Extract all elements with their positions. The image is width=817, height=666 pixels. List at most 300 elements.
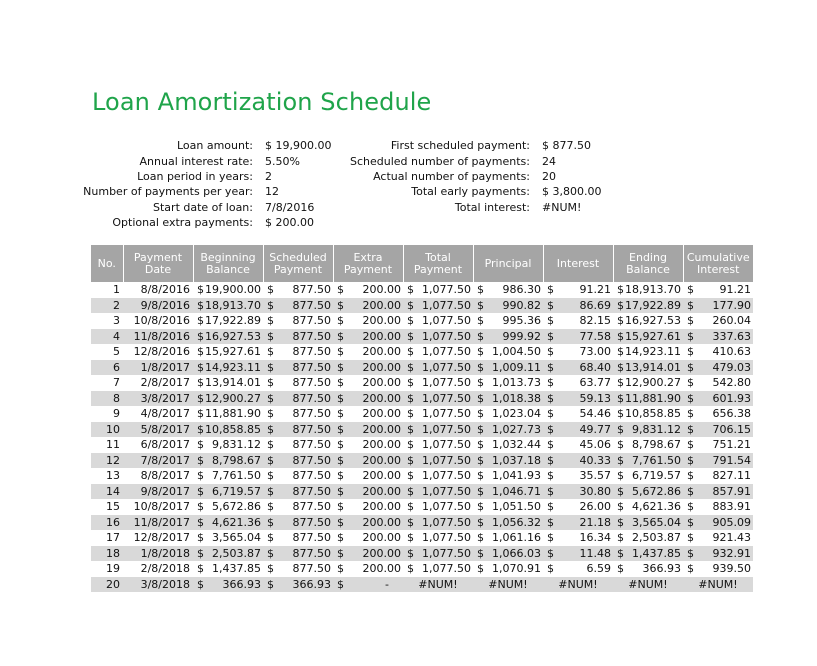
amount-value: 877.50 <box>292 345 331 359</box>
amount-wrap <box>197 485 261 498</box>
amount-wrap <box>407 392 471 405</box>
amount-wrap <box>337 407 401 420</box>
currency-symbol: $ <box>337 438 344 452</box>
amount-value: 200.00 <box>362 562 401 576</box>
amount-cell <box>473 422 543 438</box>
table-header-row <box>91 245 753 282</box>
amount-wrap <box>687 407 751 420</box>
amount-cell <box>403 375 473 391</box>
column-header <box>91 245 123 282</box>
amount-wrap <box>477 345 541 358</box>
amount-cell <box>543 499 613 515</box>
amount-value: 10,858.85 <box>625 407 681 421</box>
currency-symbol: $ <box>197 453 204 467</box>
currency-symbol: $ <box>337 422 344 436</box>
amount-cell <box>613 344 683 360</box>
currency-symbol: $ <box>197 531 204 545</box>
amount-wrap <box>267 485 331 498</box>
amount-cell <box>543 453 613 469</box>
amount-wrap <box>267 531 331 544</box>
amount-value: 177.90 <box>712 298 751 312</box>
amount-value: 877.50 <box>292 500 331 514</box>
amount-cell <box>403 530 473 546</box>
currency-symbol: $ <box>267 531 274 545</box>
amount-value: 16.34 <box>579 531 611 545</box>
amount-wrap <box>477 438 541 451</box>
currency-symbol: $ <box>477 484 484 498</box>
amount-wrap <box>337 438 401 451</box>
amount-wrap <box>617 438 681 451</box>
amount-value: 4,621.36 <box>212 515 261 529</box>
loan-input-value: 7/8/2016 <box>265 200 315 214</box>
amount-wrap <box>267 407 331 420</box>
amount-wrap <box>687 376 751 389</box>
amount-cell <box>473 437 543 453</box>
amount-wrap <box>687 283 751 296</box>
amount-cell <box>403 499 473 515</box>
amount-cell <box>333 577 403 593</box>
amount-value: 877.50 <box>292 407 331 421</box>
currency-symbol: $ <box>687 376 694 390</box>
amount-wrap <box>687 392 751 405</box>
amount-cell <box>263 329 333 345</box>
column-header-text: Interest <box>556 256 600 270</box>
currency-symbol: $ <box>617 469 624 483</box>
currency-symbol: $ <box>267 376 274 390</box>
amount-value: 8,798.67 <box>632 438 681 452</box>
amount-wrap <box>687 562 751 575</box>
currency-symbol: $ <box>267 546 274 560</box>
currency-symbol: $ <box>617 298 624 312</box>
amount-cell <box>683 546 753 562</box>
amount-cell <box>193 530 263 546</box>
amount-value: 40.33 <box>579 453 611 467</box>
amount-value: 91.21 <box>579 283 611 297</box>
amount-value: 9,831.12 <box>212 438 261 452</box>
amount-value: 939.50 <box>712 562 751 576</box>
column-header-text: Interest <box>697 262 740 276</box>
currency-symbol: $ <box>197 298 204 312</box>
amount-cell <box>403 437 473 453</box>
amount-wrap <box>547 516 611 529</box>
amount-cell <box>263 422 333 438</box>
amount-value: 30.80 <box>579 484 611 498</box>
payment-number-cell: 5 <box>113 345 120 359</box>
currency-symbol: $ <box>477 360 484 374</box>
amount-cell <box>333 344 403 360</box>
payment-number-cell: 18 <box>91 546 123 562</box>
payment-number-cell: 17 <box>106 531 120 545</box>
amount-cell <box>193 375 263 391</box>
loan-summary-label: Actual number of payments: <box>373 169 530 183</box>
amount-value: 200.00 <box>362 500 401 514</box>
amount-cell <box>543 344 613 360</box>
amount-wrap <box>407 376 471 389</box>
currency-symbol: $ <box>197 376 204 390</box>
table-row <box>91 406 753 422</box>
currency-symbol: $ <box>687 531 694 545</box>
amount-wrap <box>477 531 541 544</box>
amount-value: 1,037.18 <box>492 453 541 467</box>
amount-value: 18,913.70 <box>205 298 261 312</box>
amount-wrap <box>407 500 471 513</box>
amount-value: - <box>385 577 389 591</box>
currency-symbol: $ <box>267 562 274 576</box>
amount-cell <box>333 329 403 345</box>
currency-symbol: $ <box>547 407 554 421</box>
amount-value: 1,077.50 <box>422 329 471 343</box>
currency-symbol: $ <box>337 391 344 405</box>
amount-cell <box>473 375 543 391</box>
amount-wrap <box>547 547 611 560</box>
currency-symbol: $ <box>407 407 414 421</box>
amount-cell <box>683 468 753 484</box>
amount-value: 200.00 <box>362 515 401 529</box>
currency-symbol: $ <box>337 314 344 328</box>
amount-wrap <box>267 392 331 405</box>
amount-cell <box>263 515 333 531</box>
amount-value: 6.59 <box>586 562 611 576</box>
amount-cell <box>193 329 263 345</box>
loan-summary-row <box>330 153 601 168</box>
amount-cell <box>403 546 473 562</box>
amount-cell <box>613 515 683 531</box>
currency-symbol: $ <box>617 360 624 374</box>
amount-wrap <box>197 531 261 544</box>
loan-summary-value: $ 3,800.00 <box>542 185 602 199</box>
currency-symbol: $ <box>267 484 274 498</box>
payment-number-cell: 14 <box>91 484 123 500</box>
amount-wrap <box>267 469 331 482</box>
amount-value: 877.50 <box>292 360 331 374</box>
currency-symbol: $ <box>477 391 484 405</box>
amount-wrap <box>337 314 401 327</box>
currency-symbol: $ <box>687 453 694 467</box>
amount-wrap <box>407 283 471 296</box>
currency-symbol: $ <box>617 531 624 545</box>
amount-value: 77.58 <box>579 329 611 343</box>
amount-wrap <box>617 547 681 560</box>
amount-wrap <box>547 485 611 498</box>
currency-symbol: $ <box>687 407 694 421</box>
amount-cell <box>613 360 683 376</box>
amount-cell <box>193 344 263 360</box>
amount-cell <box>543 515 613 531</box>
currency-symbol: $ <box>547 546 554 560</box>
amount-value: 883.91 <box>712 500 751 514</box>
amount-value: 751.21 <box>712 438 751 452</box>
currency-symbol: $ <box>477 546 484 560</box>
amount-value: 1,077.50 <box>422 360 471 374</box>
currency-symbol: $ <box>407 562 414 576</box>
loan-summary-label: First scheduled payment: <box>390 139 530 153</box>
amount-value: 10,858.85 <box>205 422 261 436</box>
table-row <box>91 484 753 500</box>
amount-wrap <box>617 516 681 529</box>
currency-symbol: $ <box>407 438 414 452</box>
amount-value: 200.00 <box>362 360 401 374</box>
table-row <box>91 577 753 593</box>
amount-wrap <box>267 330 331 343</box>
payment-number-cell: 3 <box>113 314 120 328</box>
amount-wrap <box>267 283 331 296</box>
loan-input-row <box>0 200 331 215</box>
column-header-text: Payment Date <box>133 250 183 276</box>
amount-cell <box>473 329 543 345</box>
amount-cell <box>613 391 683 407</box>
amount-cell <box>403 484 473 500</box>
column-header <box>403 245 473 282</box>
currency-symbol: $ <box>267 345 274 359</box>
currency-symbol: $ <box>267 577 274 591</box>
amount-cell <box>333 406 403 422</box>
amount-value: 11.48 <box>579 546 611 560</box>
table-row <box>91 422 753 438</box>
amount-wrap <box>547 562 611 575</box>
currency-symbol: $ <box>687 469 694 483</box>
currency-symbol: $ <box>617 515 624 529</box>
amount-cell <box>333 375 403 391</box>
amount-wrap <box>547 361 611 374</box>
amount-value: 200.00 <box>362 283 401 297</box>
table-row <box>91 344 753 360</box>
amount-cell <box>613 282 683 298</box>
currency-symbol: $ <box>477 298 484 312</box>
amount-value: 200.00 <box>362 531 401 545</box>
amount-cell <box>543 530 613 546</box>
amount-cell <box>333 561 403 577</box>
payment-date-cell: 11/8/2017 <box>123 515 193 531</box>
amount-cell <box>403 344 473 360</box>
currency-symbol: $ <box>407 360 414 374</box>
currency-symbol: $ <box>547 314 554 328</box>
currency-symbol: $ <box>267 500 274 514</box>
amount-wrap <box>407 454 471 467</box>
currency-symbol: $ <box>337 376 344 390</box>
loan-summary-row <box>330 169 601 184</box>
amount-cell <box>403 329 473 345</box>
amount-wrap <box>267 299 331 312</box>
amount-wrap <box>407 469 471 482</box>
currency-symbol: $ <box>617 422 624 436</box>
amount-wrap <box>197 314 261 327</box>
amount-wrap <box>687 516 751 529</box>
payment-date-cell: 6/8/2017 <box>140 438 190 452</box>
amount-value: 1,056.32 <box>492 515 541 529</box>
amount-wrap <box>407 314 471 327</box>
amount-value: 921.43 <box>712 531 751 545</box>
amount-cell <box>543 282 613 298</box>
amount-wrap <box>337 330 401 343</box>
currency-symbol: $ <box>197 515 204 529</box>
error-cell: #NUM! <box>613 577 683 593</box>
currency-symbol: $ <box>547 345 554 359</box>
amount-cell <box>543 375 613 391</box>
amount-cell <box>333 499 403 515</box>
table-body <box>91 282 753 592</box>
amount-value: 260.04 <box>712 314 751 328</box>
currency-symbol: $ <box>687 283 694 297</box>
amount-value: 366.93 <box>642 562 681 576</box>
amount-wrap <box>407 299 471 312</box>
amount-value: 12,900.27 <box>205 391 261 405</box>
payment-number-cell: 7 <box>113 376 120 390</box>
currency-symbol: $ <box>547 515 554 529</box>
amount-value: 1,018.38 <box>492 391 541 405</box>
amount-wrap <box>617 485 681 498</box>
amount-value: 410.63 <box>712 345 751 359</box>
currency-symbol: $ <box>477 562 484 576</box>
currency-symbol: $ <box>337 469 344 483</box>
currency-symbol: $ <box>547 376 554 390</box>
amount-value: 200.00 <box>362 469 401 483</box>
amount-value: 877.50 <box>292 422 331 436</box>
amount-value: 63.77 <box>579 376 611 390</box>
amount-wrap <box>477 485 541 498</box>
amount-wrap <box>477 330 541 343</box>
payment-date-cell: 8/8/2016 <box>140 283 190 297</box>
amount-wrap <box>477 469 541 482</box>
currency-symbol: $ <box>477 469 484 483</box>
currency-symbol: $ <box>197 345 204 359</box>
payment-date-cell: 1/8/2017 <box>123 360 193 376</box>
loan-summary-value: #NUM! <box>542 200 582 214</box>
amount-value: 73.00 <box>579 345 611 359</box>
amount-cell <box>193 453 263 469</box>
amount-value: 16,927.53 <box>625 314 681 328</box>
amount-wrap <box>337 485 401 498</box>
amount-cell <box>403 391 473 407</box>
amount-cell <box>473 360 543 376</box>
amount-wrap <box>267 578 331 591</box>
amount-value: 877.50 <box>292 438 331 452</box>
amount-value: 45.06 <box>579 438 611 452</box>
table-row <box>91 530 753 546</box>
currency-symbol: $ <box>407 283 414 297</box>
amount-cell <box>613 546 683 562</box>
column-header-text: Ending <box>629 250 667 264</box>
amount-wrap <box>407 345 471 358</box>
payment-date-cell: 5/8/2017 <box>123 422 193 438</box>
loan-input-value: 2 <box>265 169 272 183</box>
currency-symbol: $ <box>337 345 344 359</box>
loan-summary-row <box>330 184 601 199</box>
amount-value: 26.00 <box>579 500 611 514</box>
amount-cell <box>193 561 263 577</box>
amount-cell <box>263 437 333 453</box>
amount-cell <box>333 360 403 376</box>
loan-summary-panel <box>330 138 601 215</box>
amount-wrap <box>337 392 401 405</box>
error-cell: #NUM! <box>543 577 613 593</box>
currency-symbol: $ <box>547 453 554 467</box>
payment-date-cell: 4/8/2017 <box>140 407 190 421</box>
currency-symbol: $ <box>477 283 484 297</box>
amount-cell <box>613 298 683 314</box>
amount-value: 1,061.16 <box>492 531 541 545</box>
amount-wrap <box>547 376 611 389</box>
payment-number-cell: 20 <box>91 577 123 593</box>
payment-date-cell: 2/8/2017 <box>140 376 190 390</box>
amount-cell <box>613 530 683 546</box>
amount-value: 6,719.57 <box>212 484 261 498</box>
amount-wrap <box>617 531 681 544</box>
amount-wrap <box>267 516 331 529</box>
currency-symbol: $ <box>477 515 484 529</box>
loan-summary-row <box>330 138 601 153</box>
currency-symbol: $ <box>267 283 274 297</box>
currency-symbol: $ <box>197 360 204 374</box>
currency-symbol: $ <box>617 391 624 405</box>
amount-wrap <box>197 516 261 529</box>
amount-cell <box>613 499 683 515</box>
amount-value: 1,023.04 <box>492 407 541 421</box>
amount-wrap <box>687 531 751 544</box>
amount-wrap <box>617 314 681 327</box>
table-row <box>91 282 753 298</box>
amount-value: 1,009.11 <box>492 360 541 374</box>
amount-value: 86.69 <box>579 298 611 312</box>
amount-wrap <box>197 500 261 513</box>
error-cell: #NUM! <box>473 577 543 593</box>
column-header-text: No. <box>97 256 116 270</box>
currency-symbol: $ <box>337 500 344 514</box>
currency-symbol: $ <box>407 298 414 312</box>
amount-wrap <box>267 345 331 358</box>
amount-value: 706.15 <box>712 422 751 436</box>
currency-symbol: $ <box>687 500 694 514</box>
amount-value: 877.50 <box>292 391 331 405</box>
amount-cell <box>403 360 473 376</box>
amount-value: 337.63 <box>712 329 751 343</box>
amount-cell <box>333 437 403 453</box>
column-header <box>543 245 613 282</box>
amount-wrap <box>407 330 471 343</box>
amount-wrap <box>477 423 541 436</box>
amount-cell <box>683 515 753 531</box>
error-cell: #NUM! <box>403 577 473 593</box>
amount-cell <box>683 282 753 298</box>
amount-wrap <box>477 283 541 296</box>
currency-symbol: $ <box>687 422 694 436</box>
amount-value: 1,066.03 <box>492 546 541 560</box>
amount-value: 200.00 <box>362 329 401 343</box>
currency-symbol: $ <box>477 531 484 545</box>
currency-symbol: $ <box>197 546 204 560</box>
amount-wrap <box>267 547 331 560</box>
amount-wrap <box>547 438 611 451</box>
loan-input-value: $ 200.00 <box>265 216 314 230</box>
amount-cell <box>403 422 473 438</box>
amount-cell <box>683 375 753 391</box>
loan-summary-label: Scheduled number of payments: <box>350 154 530 168</box>
amount-wrap <box>337 299 401 312</box>
amount-cell <box>333 298 403 314</box>
currency-symbol: $ <box>407 391 414 405</box>
loan-summary-value: 20 <box>542 169 556 183</box>
currency-symbol: $ <box>617 329 624 343</box>
amount-value: 1,077.50 <box>422 407 471 421</box>
payment-date-cell: 11/8/2016 <box>123 329 193 345</box>
currency-symbol: $ <box>617 546 624 560</box>
currency-symbol: $ <box>267 407 274 421</box>
amount-wrap <box>547 531 611 544</box>
amount-cell <box>333 546 403 562</box>
amount-value: 2,503.87 <box>212 546 261 560</box>
amount-wrap <box>407 531 471 544</box>
currency-symbol: $ <box>337 484 344 498</box>
currency-symbol: $ <box>267 453 274 467</box>
